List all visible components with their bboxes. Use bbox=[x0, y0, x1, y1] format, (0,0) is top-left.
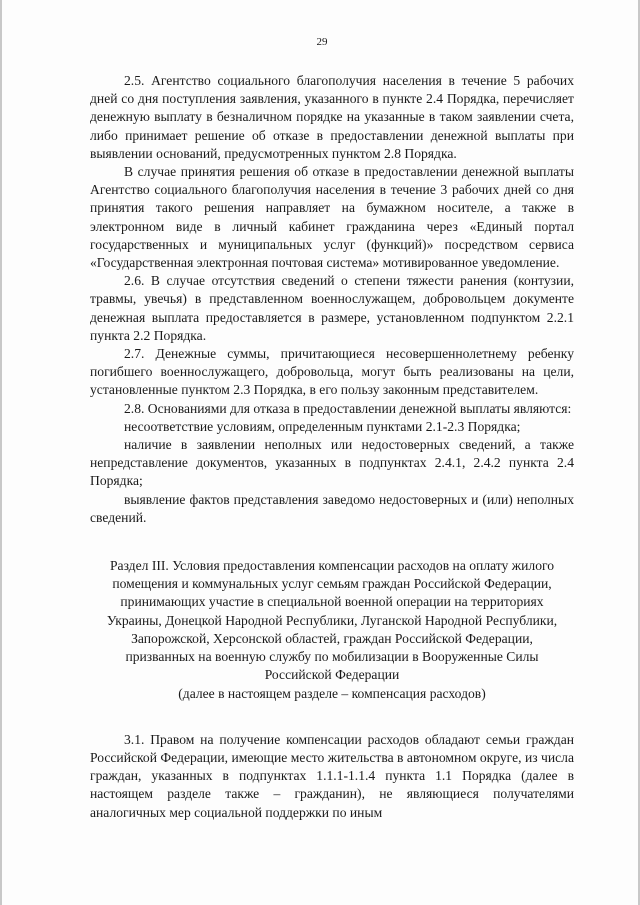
section-subtitle: (далее в настоящем разделе – компенсация расходов) bbox=[178, 685, 486, 701]
paragraph-refusal-notice: В случае принятия решения об отказе в предоставлении денежной выплаты Агентство социального благополучия населения в течение 3 рабочих дней со дня принятия такого решения направляет на бумажном носителе, а также в электронном виде в личный кабинет гражданина через «Единый портал государственных и муниципальных услуг (функций)» посредством сервиса «Государственная электронная почтовая система» мотивированное уведомление. bbox=[90, 164, 574, 271]
page-number: 29 bbox=[316, 36, 328, 48]
paragraph-3-1: 3.1. Правом на получение компенсации расходов обладают семьи граждан Российской Федерации, имеющие место жительства в автономном округе, из числа граждан, указанных в подпунктах 1.1.1-1.1.4 пункта 1.1 Порядка (далее в настоящем разделе также – гражданин), не являющиеся получателями аналогичных мер социальной поддержки по иным bbox=[90, 731, 574, 820]
paragraph-2-6: 2.6. В случае отсутствия сведений о степени тяжести ранения (контузии, травмы, увечья) в представленном военнослужащем, добровольцем документе денежная выплата предоставляется в размере, установленном подпунктом 2.2.1 пункта 2.2 Порядка. bbox=[90, 273, 574, 343]
paragraph-2-8: 2.8. Основаниями для отказа в предоставлении денежной выплаты являются: bbox=[124, 400, 572, 416]
document-body bbox=[90, 72, 574, 822]
refusal-ground-1: несоответствие условиям, определенным пунктами 2.1-2.3 Порядка; bbox=[124, 418, 521, 434]
paragraph-2-5: 2.5. Агентство социального благополучия населения в течение 5 рабочих дней со дня поступления заявления, указанного в пункте 2.4 Порядка, перечисляет денежную выплату в безналичном порядке на указанные в таком заявлении счета, либо принимает решение об отказе в предоставлении денежной выплаты при выявлении оснований, предусмотренных пунктом 2.8 Порядка. bbox=[90, 73, 574, 161]
refusal-ground-3: выявление фактов представления заведомо недостоверных и (или) неполных сведений. bbox=[90, 491, 574, 525]
refusal-ground-2: наличие в заявлении неполных или недостоверных сведений, а также непредставление документов, указанных в подпунктах 2.4.1, 2.4.2 пункта 2.4 Порядка; bbox=[90, 437, 574, 489]
section-title: Раздел III. Условия предоставления компенсации расходов на оплату жилого помещения и коммунальных услуг семьям граждан Российской Федерации, принимающих участие в специальной военной операции на территориях Украины, Донецкой Народной Республики, Луганской Народной Республики, Запорожской, Херсонской областей, граждан Российской Федерации, призванных на военную службу по мобилизации в Вооруженные Силы Российской Федерации bbox=[106, 558, 558, 683]
section-heading bbox=[96, 557, 568, 703]
paragraph-2-7: 2.7. Денежные суммы, причитающиеся несовершеннолетнему ребенку погибшего военнослужащего, добровольца, могут быть реализованы на цели, установленные пунктом 2.3 Порядка, в его пользу законным представителем. bbox=[90, 346, 574, 398]
